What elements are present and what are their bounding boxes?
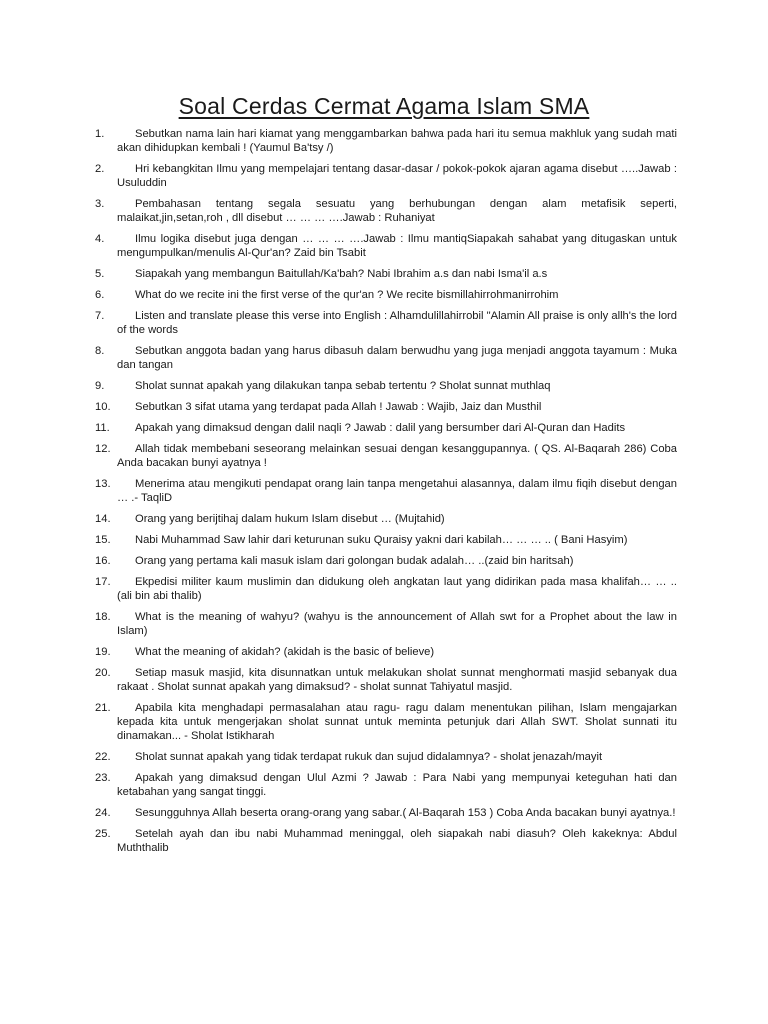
document-title: Soal Cerdas Cermat Agama Islam SMA [178, 93, 590, 119]
question-text: Orang yang pertama kali masuk islam dari golongan budak adalah… ..(zaid bin haritsah) [135, 555, 574, 567]
question-number: 3. [95, 198, 105, 210]
question-item [95, 827, 677, 855]
question-number: 2. [95, 163, 105, 175]
question-number: 9. [95, 380, 105, 392]
question-item [95, 232, 677, 260]
question-text: Sebutkan 3 sifat utama yang terdapat pada Allah ! Jawab : Wajib, Jaiz dan Musthil [135, 401, 542, 413]
question-text: Setelah ayah dan ibu nabi Muhammad meninggal, oleh siapakah nabi diasuh? Oleh kakeknya: Abdul Muththalib [117, 828, 677, 854]
question-text: Menerima atau mengikuti pendapat orang lain tanpa mengetahui alasannya, dalam ilmu fiqih disebut dengan … .- TaqliD [117, 478, 677, 504]
question-item [95, 806, 677, 820]
question-text: Apakah yang dimaksud dengan Ulul Azmi ? Jawab : Para Nabi yang mempunyai keteguhan hati dan ketabahan yang sangat tinggi. [117, 772, 677, 798]
question-number: 6. [95, 289, 105, 301]
question-item [95, 442, 677, 470]
question-item [95, 288, 677, 302]
question-item [95, 575, 677, 603]
question-number: 18. [95, 611, 111, 623]
question-number: 22. [95, 751, 111, 763]
question-item [95, 554, 677, 568]
question-text: Siapakah yang membangun Baitullah/Ka'bah? Nabi Ibrahim a.s dan nabi Isma'il a.s [135, 268, 548, 280]
question-number: 12. [95, 443, 111, 455]
question-item [95, 645, 677, 659]
question-number: 24. [95, 807, 111, 819]
question-item [95, 477, 677, 505]
question-text: Ekpedisi militer kaum muslimin dan didukung oleh angkatan laut yang didirikan pada masa khalifah… … .. (ali bin abi thalib) [117, 576, 677, 602]
question-number: 7. [95, 310, 105, 322]
question-text: Pembahasan tentang segala sesuatu yang berhubungan dengan alam metafisik seperti, malaikat,jin,setan,roh , dll disebut … … … ….Jawab : Ruhaniyat [117, 198, 677, 224]
question-text: Hri kebangkitan Ilmu yang mempelajari tentang dasar-dasar / pokok-pokok ajaran agama disebut …..Jawab : Usuluddin [117, 163, 677, 189]
question-text: Setiap masuk masjid, kita disunnatkan untuk melakukan sholat sunnat menghormati masjid sebanyak dua rakaat . Sholat sunnat apakah yang dimaksud? - sholat sunnat Tahiyatul masjid. [117, 667, 677, 693]
question-text: Allah tidak membebani seseorang melainkan sesuai dengan kesanggupannya. ( QS. Al-Baqarah 286) Coba Anda bacakan bunyi ayatnya ! [117, 443, 677, 469]
question-number: 17. [95, 576, 111, 588]
question-text: Listen and translate please this verse into English : Alhamdulillahirrobil "Alamin All praise is only allh's the lord of the words [117, 310, 677, 336]
question-item [95, 162, 677, 190]
question-item [95, 771, 677, 799]
question-number: 14. [95, 513, 111, 525]
question-text: Ilmu logika disebut juga dengan … … … ….Jawab : Ilmu mantiqSiapakah sahabat yang ditugaskan untuk mengumpulkan/menulis Al-Qur'an? Zaid bin Tsabit [117, 233, 677, 259]
question-number: 4. [95, 233, 105, 245]
question-text: What is the meaning of wahyu? (wahyu is the announcement of Allah swt for a Prophet about the law in Islam) [117, 611, 677, 637]
question-number: 21. [95, 702, 111, 714]
question-number: 10. [95, 401, 111, 413]
question-list [95, 127, 677, 862]
question-item [95, 344, 677, 372]
question-number: 23. [95, 772, 111, 784]
question-text: Orang yang berijtihaj dalam hukum Islam disebut … (Mujtahid) [135, 513, 445, 525]
question-number: 13. [95, 478, 111, 490]
question-number: 15. [95, 534, 111, 546]
question-item [95, 701, 677, 743]
question-item [95, 666, 677, 694]
question-number: 1. [95, 128, 105, 140]
question-item [95, 512, 677, 526]
question-text: Apakah yang dimaksud dengan dalil naqli ? Jawab : dalil yang bersumber dari Al-Quran dan Hadits [135, 422, 626, 434]
question-text: Sebutkan nama lain hari kiamat yang menggambarkan bahwa pada hari itu semua makhluk yang sudah mati akan dihidupkan kembali ! (Yaumul Ba'tsy /) [117, 128, 677, 154]
question-item [95, 750, 677, 764]
question-text: Sebutkan anggota badan yang harus dibasuh dalam berwudhu yang juga menjadi anggota tayamum : Muka dan tangan [117, 345, 677, 371]
question-number: 11. [95, 422, 110, 434]
question-text: Apabila kita menghadapi permasalahan atau ragu- ragu dalam menentukan pilihan, Islam mengajarkan kepada kita untuk mengerjakan sholat sunnat untuk meminta petunjuk dari Allah SWT. Sholat sunnati itu dinamakan... - Sholat Istikharah [117, 702, 677, 742]
question-text: What the meaning of akidah? (akidah is the basic of believe) [135, 646, 435, 658]
question-item [95, 267, 677, 281]
question-item [95, 610, 677, 638]
question-item [95, 533, 677, 547]
question-item [95, 197, 677, 225]
question-item [95, 379, 677, 393]
question-number: 8. [95, 345, 105, 357]
question-text: Sesungguhnya Allah beserta orang-orang yang sabar.( Al-Baqarah 153 ) Coba Anda bacakan bunyi ayatnya.! [135, 807, 676, 819]
question-number: 19. [95, 646, 111, 658]
question-text: What do we recite ini the first verse of the qur'an ? We recite bismillahirrohmanirrohim [135, 289, 559, 301]
question-item [95, 127, 677, 155]
question-text: Nabi Muhammad Saw lahir dari keturunan suku Quraisy yakni dari kabilah… … … .. ( Bani Hasyim) [135, 534, 628, 546]
question-text: Sholat sunnat apakah yang tidak terdapat rukuk dan sujud didalamnya? - sholat jenazah/mayit [135, 751, 603, 763]
question-number: 5. [95, 268, 105, 280]
question-item [95, 400, 677, 414]
question-item [95, 421, 677, 435]
question-number: 16. [95, 555, 111, 567]
question-text: Sholat sunnat apakah yang dilakukan tanpa sebab tertentu ? Sholat sunnat muthlaq [135, 380, 551, 392]
question-number: 20. [95, 667, 111, 679]
question-number: 25. [95, 828, 111, 840]
question-item [95, 309, 677, 337]
